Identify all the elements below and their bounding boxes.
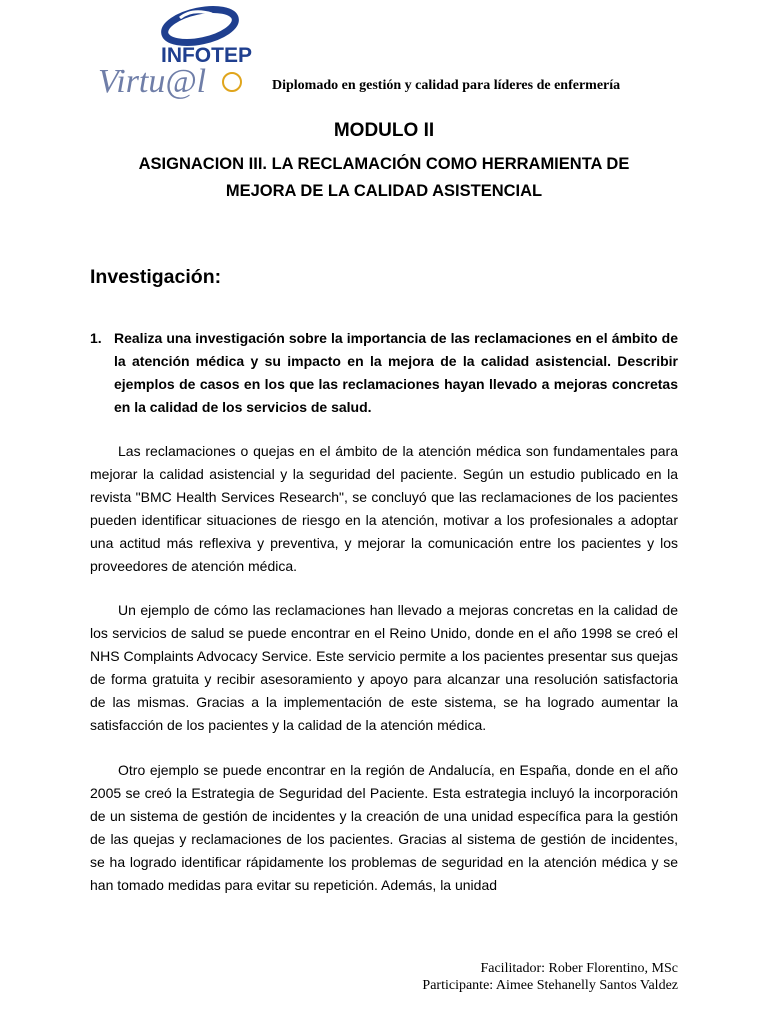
section-heading: Investigación: (90, 266, 222, 288)
footer-credits (422, 960, 678, 994)
logo-subbrand: Virtu@l (98, 63, 207, 100)
module-title: MODULO II (333, 120, 435, 141)
assignment-title-line2: MEJORA DE LA CALIDAD ASISTENCIAL (225, 182, 543, 200)
body-paragraph: Las reclamaciones o quejas en el ámbito de la atención médica son fundamentales para mejorar la calidad asistencial y la seguridad del paciente. Según un estudio publicado en la revista "BMC Health Services Research", se concluyó que las reclamaciones de los pacientes pueden identificar situaciones de riesgo en la atención, motivar a los profesionales a adoptar una actitud más reflexiva y preventiva, y mejorar la comunicación entre los pacientes y los proveedores de atención médica. (90, 443, 678, 574)
body-paragraph: Otro ejemplo se puede encontrar en la región de Andalucía, en España, donde en el año 2005 se creó la Estrategia de Seguridad del Paciente. Esta estrategia incluyó la incorporación de un sistema de gestión de incidentes y la creación de una unidad específica para la gestión de las quejas y reclamaciones de los pacientes. Gracias al sistema de gestión de incidentes, se ha logrado identificar rápidamente los problemas de seguridad en la atención médica y se han tomado medidas para evitar su repetición. Además, la unidad (90, 762, 678, 893)
logo-brand: INFOTEP (160, 44, 252, 67)
participant-line: Participante: Aimee Stehanelly Santos Valdez (422, 978, 678, 993)
assignment-title-line1: ASIGNACION III. LA RECLAMACIÓN COMO HERRAMIENTA DE (138, 155, 630, 173)
question-text: Realiza una investigación sobre la importancia de las reclamaciones en el ámbito de la atención médica y su impacto en la mejora de la calidad asistencial. Describir ejemplos de casos en los que las reclamaciones hayan llevado a mejoras concretas en la calidad de los servicios de salud. (114, 330, 678, 415)
question-item (90, 327, 678, 419)
facilitator-line: Facilitador: Rober Florentino, MSc (480, 961, 678, 976)
infotep-virtual-logo (92, 0, 254, 100)
assignment-title (0, 151, 768, 205)
diploma-title: Diplomado en gestión y calidad para líderes de enfermería (272, 78, 621, 93)
body-paragraph: Un ejemplo de cómo las reclamaciones han llevado a mejoras concretas en la calidad de los servicios de salud se puede encontrar en el Reino Unido, donde en el año 1998 se creó el NHS Complaints Advocacy Service. Este servicio permite a los pacientes presentar sus quejas de forma gratuita y recibir asesoramiento y apoyo para alcanzar una resolución satisfactoria de las mismas. Gracias a la implementación de este sistema, se ha logrado aumentar la satisfacción de los pacientes y la calidad de la atención médica. (90, 602, 678, 733)
question-number: 1. (90, 330, 102, 346)
